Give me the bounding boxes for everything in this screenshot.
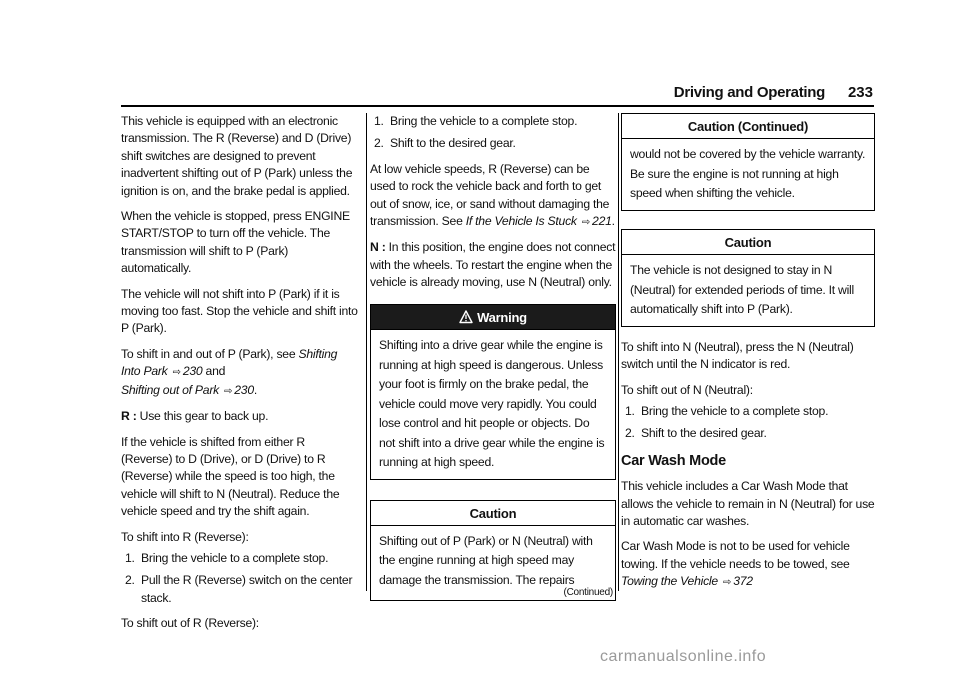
continued-label: (Continued)	[563, 587, 613, 599]
column-divider-1	[366, 113, 367, 591]
list-item: 1. Bring the vehicle to a complete stop.	[125, 550, 329, 565]
page-ref-icon: ⇨	[581, 217, 591, 229]
page-ref-icon: ⇨	[723, 577, 732, 589]
gear-label: N :	[370, 240, 386, 255]
paragraph: If the vehicle is shifted from either R (Reverse) to D (Drive), or D (Drive) to R (Reverse) while the speed is too high, the vehicle will shift to N (Neutral). Reduce the vehicle speed and try the shift again.	[121, 434, 340, 519]
caution-title: Caution	[622, 230, 874, 255]
warning-box	[370, 304, 616, 480]
list-item: 1. Bring the vehicle to a complete stop.	[374, 114, 578, 128]
paragraph: The vehicle will not shift into P (Park) if it is moving too fast. Stop the vehicle and shift into P (Park).	[121, 286, 358, 336]
caution-body: Shifting out of P (Park) or N (Neutral) with the engine running at high speed may damage the transmission. The repairs	[379, 533, 593, 587]
paragraph: This vehicle includes a Car Wash Mode that allows the vehicle to remain in N (Neutral) for use in automatic car washes.	[621, 479, 875, 529]
list-item: 2. Shift to the desired gear.	[374, 136, 516, 151]
caution-body: The vehicle is not designed to stay in N (Neutral) for extended periods of time. It will automatically shift into P (Park).	[630, 263, 854, 317]
warning-header	[371, 305, 615, 330]
neutral-definition: N : In this position, the engine does not connect with the wheels. To restart the engine when the vehicle is already moving, use N (Neutral) only.	[370, 240, 616, 290]
page-ref[interactable]: 230	[234, 382, 254, 397]
numbered-list	[121, 550, 359, 607]
paragraph: To shift into N (Neutral), press the N (Neutral) switch until the N indicator is red.	[621, 339, 854, 372]
page-number: 233	[847, 84, 873, 101]
caution-box	[621, 229, 875, 327]
section-title: Driving and Operating	[673, 84, 825, 101]
page-ref[interactable]: 221	[592, 214, 612, 229]
page-ref[interactable]: 230	[182, 364, 203, 379]
list-item: 2. Shift to the desired gear.	[625, 426, 767, 441]
paragraph-park-reference: To shift in and out of P (Park), see Shifting Into Park ⇨ 230 and Shifting out of Park ⇨ 230.	[121, 346, 338, 397]
page-ref-icon: ⇨	[224, 385, 233, 397]
list-item: 1. Bring the vehicle to a complete stop.	[625, 404, 829, 419]
section-heading: Car Wash Mode	[621, 452, 726, 469]
page-ref[interactable]: 372	[733, 574, 753, 589]
column-2	[370, 113, 616, 619]
page-header	[640, 84, 873, 106]
page-ref-icon: ⇨	[172, 367, 181, 379]
warning-title: Warning	[477, 309, 527, 325]
caution-box	[370, 500, 616, 602]
paragraph: To shift out of N (Neutral):	[621, 382, 753, 397]
caution-title: Caution (Continued)	[622, 114, 874, 139]
column-divider-2	[618, 113, 619, 591]
paragraph-towing-reference: Car Wash Mode is not to be used for vehicle towing. If the vehicle needs to be towed, see Towing the Vehicle ⇨ 372	[621, 539, 850, 589]
link-shifting-out-of-park[interactable]: Shifting out of Park	[121, 382, 219, 397]
link-shifting-into-park[interactable]: Shifting Into Park	[121, 346, 338, 379]
paragraph: When the vehicle is stopped, press ENGINE START/STOP to turn off the vehicle. The transmission will shift to P (Park) automatically.	[121, 209, 350, 276]
warning-body: Shifting into a drive gear while the engine is running at high speed is dangerous. Unless your foot is firmly on the brake pedal, the vehicle could move very rapidly. You could lose control and hit people or objects. Do not shift into a drive gear while the engine is running at high speed.	[379, 338, 605, 470]
paragraph: To shift into R (Reverse):	[121, 529, 249, 544]
link-towing-the-vehicle[interactable]: Towing the Vehicle	[621, 574, 718, 589]
link-vehicle-stuck[interactable]: If the Vehicle Is Stuck	[465, 214, 577, 229]
caution-body: would not be covered by the vehicle warranty. Be sure the engine is not running at high speed when shifting the vehicle.	[630, 147, 866, 201]
watermark: carmanualsonline.info	[600, 648, 767, 665]
column-1	[121, 113, 359, 641]
numbered-list	[621, 403, 875, 443]
paragraph: This vehicle is equipped with an electronic transmission. The R (Reverse) and D (Drive) shift switches are designed to prevent inadvertent shifting out of P (Park) unless the ignition is on, and the brake pedal is applied.	[121, 114, 353, 198]
reverse-definition: R : Use this gear to back up.	[121, 409, 269, 424]
paragraph-stuck-reference: At low vehicle speeds, R (Reverse) can be used to rock the vehicle back and forth to get out of snow, ice, or sand without damaging the transmission. See If the Vehicle Is Stuck ⇨ 221.	[370, 161, 615, 229]
caution-title: Caution	[371, 501, 615, 526]
column-3	[621, 113, 875, 600]
numbered-list	[370, 113, 616, 153]
list-item: 2. Pull the R (Reverse) switch on the center stack.	[125, 573, 353, 605]
warning-icon	[459, 310, 473, 324]
header-rule	[121, 105, 874, 107]
gear-label: R :	[121, 409, 137, 424]
caution-continued-box	[621, 113, 875, 211]
paragraph: To shift out of R (Reverse):	[121, 616, 259, 631]
